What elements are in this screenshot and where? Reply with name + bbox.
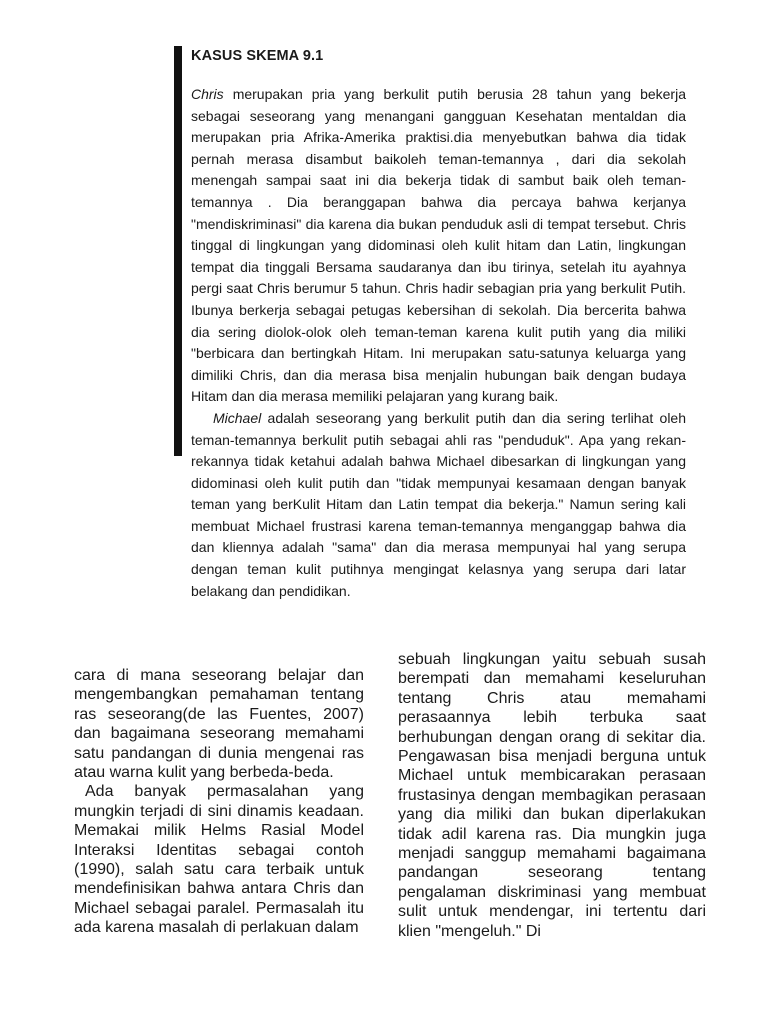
case-study-text-michael: adalah seseorang yang berkulit putih dan dia sering terlihat oleh teman-temannya berkulit putih sebagai ahli ras "penduduk". Apa yang rekan-rekannya tidak ketahui adalah bahwa Michael dibesarkan di lingkungan yang didominasi oleh kulit putih dan "tidak mempunyai kesamaan dengan banyak teman yang berKulit Hitam dan Latin tempat dia bekerja." Namun sering kali membuat Michael frustrasi karena teman-temannya menganggap bahwa dia dan kliennya adalah "sama" dan dia merasa mempunyai hal yang serupa dengan teman kulit putihnya mengingat kelasnya yang serupa dari latar belakang dan pendidikan. — [191, 409, 686, 599]
left-column-paragraph-1: cara di mana seseorang belajar dan mengembangkan pemahaman tentang ras seseorang(de las Fuentes, 2007) dan bagaimana seseorang memahami satu pandangan di dunia mengenai ras atau warna kulit yang berbeda-beda. — [74, 667, 364, 782]
case-study-sidebar-bar — [174, 46, 182, 456]
case-study-paragraph-chris — [191, 84, 686, 408]
case-study-name-michael: Michael — [213, 409, 262, 426]
case-study-text-chris: merupakan pria yang berkulit putih berusia 28 tahun yang bekerja sebagai seseorang yang menangani gangguan Kesehatan mentaldan dia merupakan pria Afrika-Amerika praktisi.dia menyebutkan bahwa dia tidak pernah merasa disambut baikoleh teman-temannya , dari dia sekolah menengah sampai saat ini dia bekerja tidak di sambut baik oleh teman-temannya . Dia beranggapan bahwa dia percaya bahwa kerjanya "mendiskriminasi" dia karena dia bukan penduduk asli di tempat tersebut. Chris tinggal di lingkungan yang didominasi oleh kulit hitam dan Latin, lingkungan tempat dia tinggali Bersama saudaranya dan ibu tirinya, setelah itu ayahnya pergi saat Chris berumur 5 tahun. Chris hadir sebagian pria yang berkulit Putih. Ibunya berkerja sebagai petugas kebersihan di sekolah. Dia bercerita bahwa dia sering diolok-olok oleh teman-teman karena kulit putih yang dia miliki "berbicara dan bertingkah Hitam. Ini merupakan satu-satunya keluarga yang dimiliki Chris, dan dia merasa bisa menjalin hubungan baik dengan budaya Hitam dan dia merasa memiliki pelajaran yang kurang baik. — [191, 86, 686, 405]
case-study-body — [191, 84, 686, 602]
left-column-paragraph-2: Ada banyak permasalahan yang mungkin terjadi di sini dinamis keadaan. Memakai milik Helms Rasial Model Interaksi Identitas sebagai contoh (1990), salah satu cara terbaik untuk mendefinisikan bahwa antara Chris dan Michael sebagai paralel. Permasalah itu ada karena masalah di perlakuan dalam — [74, 783, 364, 937]
left-column — [74, 666, 364, 938]
case-study-name-chris: Chris — [191, 86, 224, 102]
right-column — [398, 650, 706, 941]
case-study-title: KASUS SKEMA 9.1 — [191, 48, 324, 64]
right-column-paragraph-1: sebuah lingkungan yaitu sebuah susah berempati dan memahami keseluruhan tentang Chris atau memahami perasaannya lebih terbuka saat berhubungan dengan orang di sekitar dia. Pengawasan bisa menjadi berguna untuk Michael untuk membicarakan perasaan frustasinya dengan membagikan perasaan yang dia miliki dan bukan diperlakukan tidak adil karena ras. Dia mungkin juga menjadi sanggup memahami bagaimana pandangan seseorang tentang pengalaman diskriminasi yang membuat sulit untuk mendengar, ini tertentu dari klien "mengeluh." Di — [398, 651, 706, 940]
case-study-paragraph-michael — [191, 408, 686, 602]
